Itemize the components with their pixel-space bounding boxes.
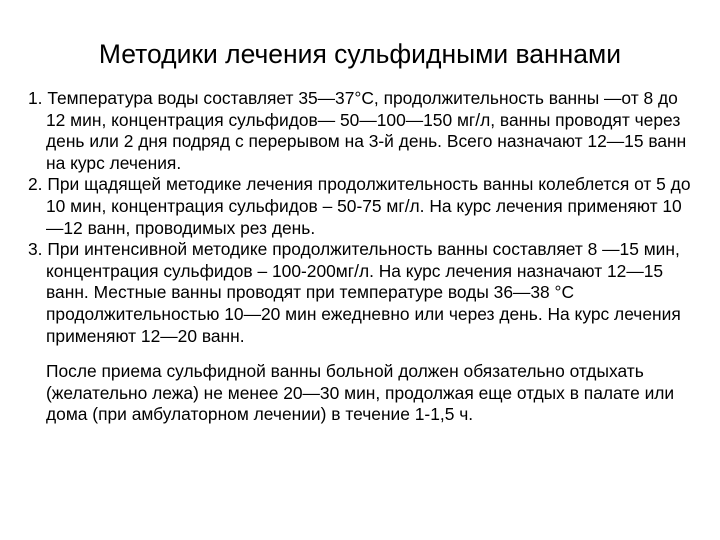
list-item [28,88,692,174]
slide-title: Методики лечения сульфидными ваннами [98,39,622,69]
list-item [28,174,692,239]
list-item [28,239,692,347]
list-item-text: При щадящей методике лечения продолжительность ванны колеблется от 5 до 10 мин, концентрация сульфидов – 50-75 мг/л. На курс лечения применяют 10—12 ванн, проводимых рез день. [46,174,691,238]
list-item-number: 2. [28,174,43,195]
list-item-number: 1. [28,88,43,108]
list-item-number: 3. [28,239,43,260]
list-item-text: При интенсивной методике продолжительность ванны составляет 8 —15 мин, концентрация сульфидов – 100-200мг/л. На курс лечения назначают 12—15 ванн. Местные ванны проводят при температуре воды 36—38 °С продолжительностью 10—20 мин ежедневно или через день. На курс лечения применяют 12—20 ванн. [46,239,681,346]
list-item-text: Температура воды составляет 35—37°С, продолжительность ванны —от 8 до 12 мин, концентрация сульфидов— 50—100—150 мг/л, ванны проводят через день или 2 дня подряд с перерывом на 3-й день. Всего назначают 12—15 ванн на курс лечения. [46,88,687,173]
closing-note: После приема сульфидной ванны больной должен обязательно отдыхать (желательно лежа) не менее 20—30 мин, продолжая еще отдых в палате или дома (при амбулаторном лечении) в течение 1-1,5 ч. [46,361,675,425]
slide-body [28,88,692,426]
